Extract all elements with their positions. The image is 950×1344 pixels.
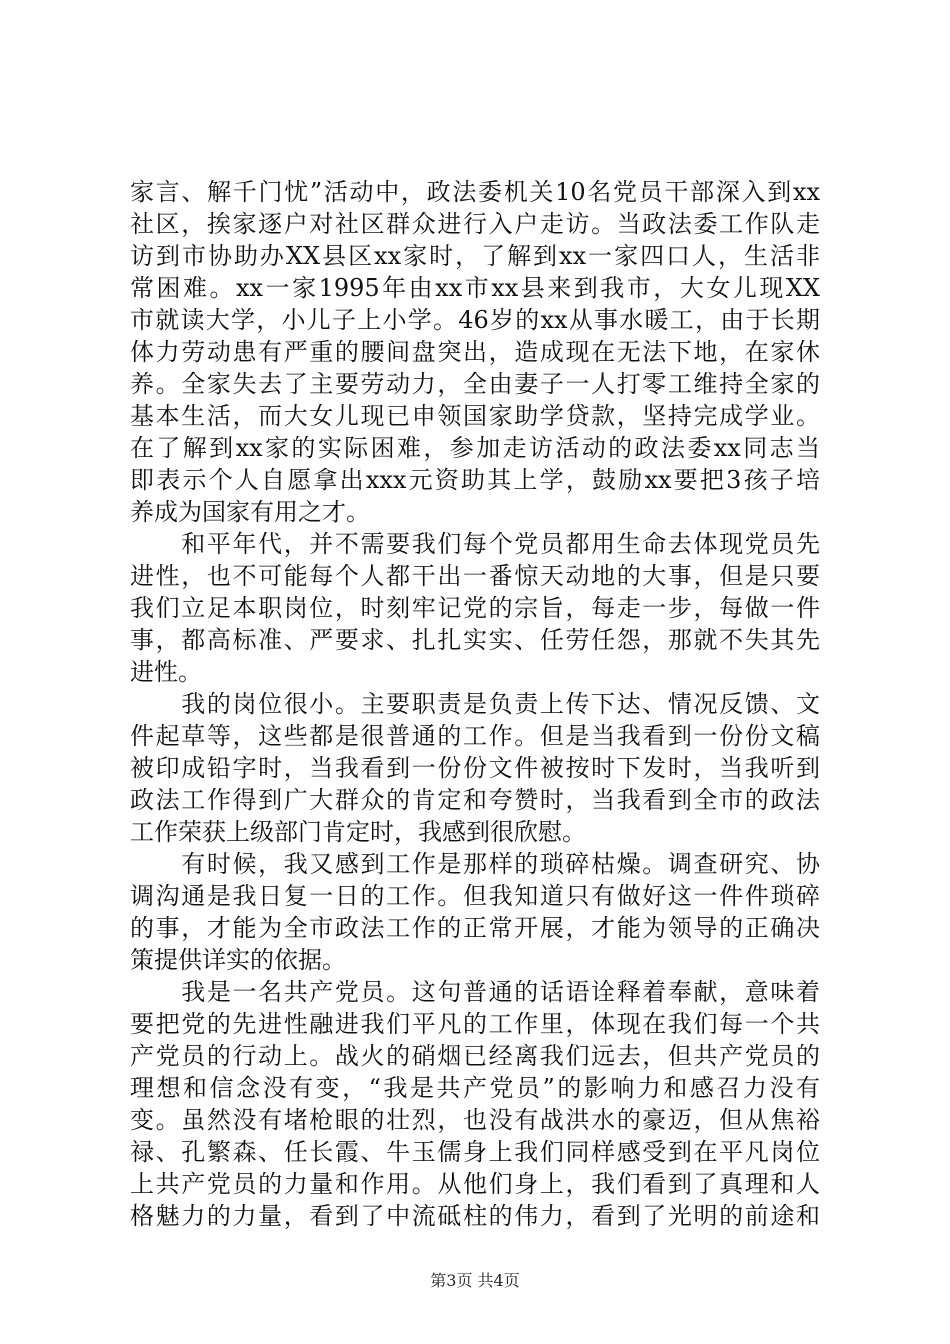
text-line: 我的岗位很小。主要职责是负责上传下达、情况反馈、文 bbox=[130, 690, 820, 718]
text-line: 常困难。xx一家1995年由xx市xx县来到我市，大女儿现XX bbox=[130, 274, 820, 302]
text-line: 养成为国家有用之才。 bbox=[130, 498, 370, 526]
text-line: 调沟通是我日复一日的工作。但我知道只有做好这一件件琐碎 bbox=[130, 882, 820, 910]
text-line: 社区，挨家逐户对社区群众进行入户走访。当政法委工作队走 bbox=[130, 210, 820, 238]
text-line: 上共产党员的力量和作用。从他们身上，我们看到了真理和人 bbox=[130, 1170, 820, 1198]
text-line: 政法工作得到广大群众的肯定和夸赞时，当我看到全市的政法 bbox=[130, 786, 820, 814]
text-line: 基本生活，而大女儿现已申领国家助学贷款，坚持完成学业。 bbox=[130, 402, 820, 430]
text-line: 进性，也不可能每个人都干出一番惊天动地的大事，但是只要 bbox=[130, 562, 820, 590]
text-line: 产党员的行动上。战火的硝烟已经离我们远去，但共产党员的 bbox=[130, 1042, 820, 1070]
text-line: 工作荣获上级部门肯定时，我感到很欣慰。 bbox=[130, 818, 586, 846]
text-line: 要把党的先进性融进我们平凡的工作里，体现在我们每一个共 bbox=[130, 1010, 820, 1038]
text-line: 我是一名共产党员。这句普通的话语诠释着奉献，意味着 bbox=[130, 978, 820, 1006]
text-line: 理想和信念没有变，“我是共产党员”的影响力和感召力没有 bbox=[130, 1074, 820, 1102]
text-line: 事，都高标准、严要求、扎扎实实、任劳任怨，那就不失其先 bbox=[130, 626, 820, 654]
text-line: 家言、解千门忧”活动中，政法委机关10名党员干部深入到xx bbox=[130, 178, 820, 206]
text-line: 进性。 bbox=[130, 658, 202, 686]
text-line: 养。全家失去了主要劳动力，全由妻子一人打零工维持全家的 bbox=[130, 370, 820, 398]
text-line: 访到市协助办XX县区xx家时，了解到xx一家四口人，生活非 bbox=[130, 242, 820, 270]
document-body bbox=[130, 176, 820, 1232]
text-line: 变。虽然没有堵枪眼的壮烈，也没有战洪水的豪迈，但从焦裕 bbox=[130, 1106, 820, 1134]
page-footer: 第3页 共4页 bbox=[430, 1271, 520, 1290]
text-line: 的事，才能为全市政法工作的正常开展，才能为领导的正确决 bbox=[130, 914, 820, 942]
text-line: 在了解到xx家的实际困难，参加走访活动的政法委xx同志当 bbox=[130, 434, 820, 462]
text-line: 件起草等，这些都是很普通的工作。但是当我看到一份份文稿 bbox=[130, 722, 820, 750]
text-line: 策提供详实的依据。 bbox=[130, 946, 346, 974]
text-line: 禄、孔繁森、任长霞、牛玉儒身上我们同样感受到在平凡岗位 bbox=[130, 1138, 820, 1166]
text-line: 我们立足本职岗位，时刻牢记党的宗旨，每走一步，每做一件 bbox=[130, 594, 820, 622]
text-line: 有时候，我又感到工作是那样的琐碎枯燥。调查研究、协 bbox=[130, 850, 820, 878]
text-line: 即表示个人自愿拿出xxx元资助其上学，鼓励xx要把3孩子培 bbox=[130, 466, 820, 494]
text-line: 被印成铅字时，当我看到一份份文件被按时下发时，当我听到 bbox=[130, 754, 820, 782]
text-line: 和平年代，并不需要我们每个党员都用生命去体现党员先 bbox=[130, 530, 820, 558]
text-line: 体力劳动患有严重的腰间盘突出，造成现在无法下地，在家休 bbox=[130, 338, 820, 366]
text-line: 格魅力的力量，看到了中流砥柱的伟力，看到了光明的前途和 bbox=[130, 1202, 820, 1230]
text-line: 市就读大学，小儿子上小学。46岁的xx从事水暖工，由于长期 bbox=[130, 306, 820, 334]
